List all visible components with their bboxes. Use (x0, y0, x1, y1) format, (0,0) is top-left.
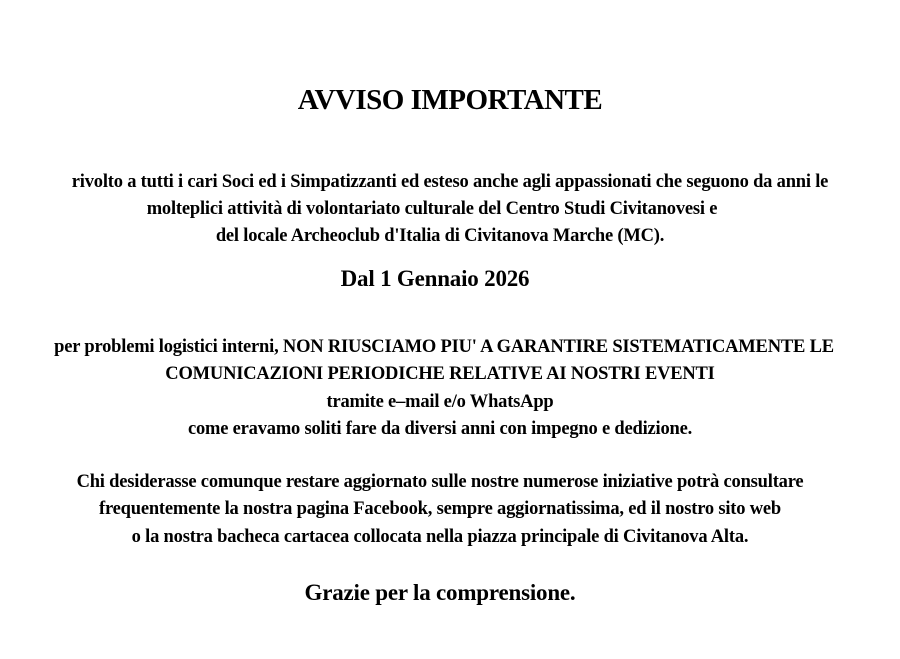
intro-line-2: molteplici attività di volontariato culturale del Centro Studi Civitanovesi e (146, 199, 718, 219)
notice-title: AVVISO IMPORTANTE (297, 84, 603, 116)
info-line-2: frequentemente la nostra pagina Facebook, sempre aggiornatissima, ed il nostro sito web (99, 499, 781, 519)
info-line-1: Chi desiderasse comunque restare aggiornato sulle nostre numerose iniziative potrà consultare (76, 472, 804, 492)
notice-line-3: tramite e–mail e/o WhatsApp (326, 392, 554, 412)
date-heading: Dal 1 Gennaio 2026 (340, 266, 530, 291)
info-line-3: o la nostra bacheca cartacea collocata nella piazza principale di Civitanova Alta. (131, 527, 749, 547)
intro-line-3: del locale Archeoclub d'Italia di Civitanova Marche (MC). (215, 226, 665, 246)
intro-line-1: rivolto a tutti i cari Soci ed i Simpatizzanti ed esteso anche agli appassionati che seguono da anni le (71, 172, 829, 192)
closing-thanks: Grazie per la comprensione. (304, 580, 576, 605)
notice-line-4: come eravamo soliti fare da diversi anni con impegno e dedizione. (187, 419, 693, 439)
notice-line-2: COMUNICAZIONI PERIODICHE RELATIVE AI NOSTRI EVENTI (165, 364, 715, 384)
notice-line-1: per problemi logistici interni, NON RIUSCIAMO PIU' A GARANTIRE SISTEMATICAMENTE LE (54, 337, 834, 357)
